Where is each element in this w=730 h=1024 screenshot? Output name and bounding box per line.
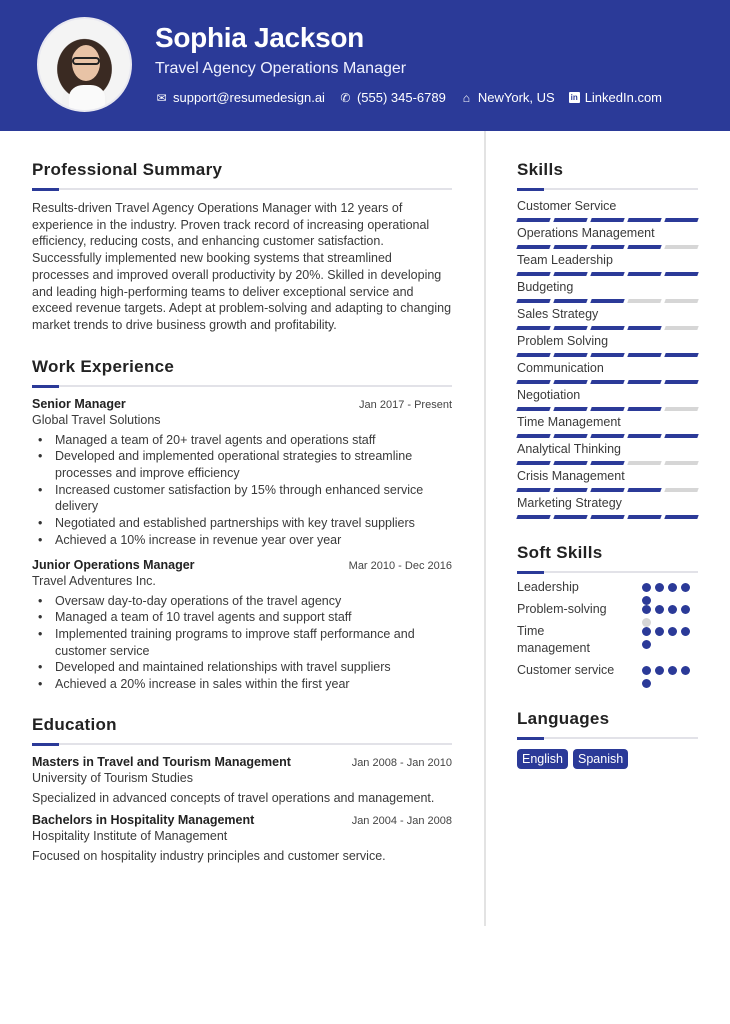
- school-name: Hospitality Institute of Management: [32, 828, 228, 843]
- level-segment: [516, 407, 550, 411]
- level-segment: [516, 515, 550, 519]
- skill-level-bar: [517, 434, 698, 438]
- level-segment: [553, 407, 587, 411]
- contact-location-text: NewYork, US: [477, 90, 555, 105]
- profile-photo: [37, 17, 132, 112]
- skill-item: [517, 414, 698, 438]
- rating-dot: [642, 627, 651, 636]
- level-segment: [590, 326, 624, 330]
- level-segment: [627, 245, 661, 249]
- job-dates: Mar 2010 - Dec 2016: [348, 559, 452, 572]
- education-description: Focused on hospitality industry principles and customer service.: [32, 848, 386, 863]
- skill-name: Customer Service: [517, 199, 617, 213]
- skill-name: Marketing Strategy: [517, 496, 622, 510]
- level-segment: [590, 461, 624, 465]
- summary-text: Results-driven Travel Agency Operations Manager with 12 years of experience in the industry. Proven track record of increasing operational efficiency, reducing costs, and enhancing customer satisfaction. Successfully implemented new booking systems that streamlined processes and improved overall productivity by 20%. Skilled in developing and leading high-performing teams to deliver exceptional service and exceed revenue targets. Adept at problem-solving and adapting to changing market trends to drive business growth and profitability.: [32, 201, 452, 332]
- rating-dot: [668, 627, 677, 636]
- level-segment: [553, 245, 587, 249]
- contact-list: [155, 90, 662, 105]
- level-segment: [516, 380, 550, 384]
- rating-dot: [642, 679, 651, 688]
- level-segment: [627, 326, 661, 330]
- skill-level-bar: [517, 218, 698, 222]
- rating-dot: [681, 627, 690, 636]
- level-segment: [664, 218, 698, 222]
- rating-dot: [642, 666, 651, 675]
- level-segment: [627, 407, 661, 411]
- skill-item: [517, 252, 698, 276]
- job-bullets: [32, 432, 452, 549]
- company-name: Global Travel Solutions: [32, 412, 161, 427]
- rating-dot: [642, 640, 651, 649]
- level-segment: [664, 407, 698, 411]
- job-entry: [32, 558, 452, 693]
- language-list: [517, 749, 698, 769]
- soft-skill-item: [517, 601, 698, 618]
- level-segment: [516, 272, 550, 276]
- level-segment: [553, 515, 587, 519]
- contact-linkedin[interactable]: [569, 90, 662, 105]
- level-segment: [516, 434, 550, 438]
- degree-title: Bachelors in Hospitality Management: [32, 812, 255, 827]
- skill-item: [517, 360, 698, 384]
- rating-dot: [642, 605, 651, 614]
- skill-level-bar: [517, 488, 698, 492]
- section-rule: [517, 571, 698, 573]
- soft-skill-rating: [642, 623, 698, 640]
- soft-skill-item: [517, 623, 698, 657]
- level-segment: [516, 245, 550, 249]
- level-segment: [627, 515, 661, 519]
- level-segment: [627, 353, 661, 357]
- section-rule: [32, 385, 452, 387]
- soft-skill-name: Problem-solving: [517, 602, 607, 616]
- skill-name: Time Management: [517, 415, 621, 429]
- level-segment: [664, 272, 698, 276]
- photo-glasses: [72, 57, 100, 65]
- side-column: [517, 160, 698, 769]
- soft-skill-name: Customer service: [517, 663, 615, 677]
- level-segment: [553, 353, 587, 357]
- level-segment: [590, 299, 624, 303]
- language-tag: Spanish: [573, 749, 628, 769]
- rating-dot: [655, 627, 664, 636]
- candidate-name: Sophia Jackson: [155, 22, 364, 53]
- job-dates: Jan 2017 - Present: [359, 398, 452, 411]
- level-segment: [516, 218, 550, 222]
- contact-email[interactable]: [155, 90, 325, 105]
- skill-item: [517, 387, 698, 411]
- level-segment: [627, 218, 661, 222]
- level-segment: [664, 245, 698, 249]
- job-bullets: [32, 593, 452, 693]
- rating-dot: [642, 583, 651, 592]
- skill-name: Problem Solving: [517, 334, 609, 348]
- contact-phone-text: (555) 345-6789: [356, 90, 446, 105]
- soft-skill-name: Leadership: [517, 580, 579, 594]
- level-segment: [664, 434, 698, 438]
- level-segment: [553, 380, 587, 384]
- bullet-item: • Managed a team of 10 travel agents and support staff: [32, 609, 452, 626]
- skills-section: [517, 160, 698, 519]
- level-segment: [590, 380, 624, 384]
- soft-skill-name: Time management: [517, 624, 590, 655]
- contact-location: [460, 90, 555, 105]
- level-segment: [590, 272, 624, 276]
- skill-name: Budgeting: [517, 280, 574, 294]
- skill-level-bar: [517, 299, 698, 303]
- envelope-icon: ✉: [156, 90, 167, 105]
- skill-name: Sales Strategy: [517, 307, 599, 321]
- level-segment: [590, 245, 624, 249]
- level-segment: [553, 488, 587, 492]
- skill-item: [517, 333, 698, 357]
- level-segment: [590, 353, 624, 357]
- soft-skill-item: [517, 579, 698, 596]
- level-segment: [553, 272, 587, 276]
- section-rule: [32, 743, 452, 745]
- education-entry: [32, 813, 452, 863]
- rating-dot: [668, 666, 677, 675]
- section-title: Work Experience: [32, 356, 175, 376]
- level-segment: [627, 299, 661, 303]
- summary-section: [32, 160, 452, 334]
- soft-skills-section: [517, 543, 698, 679]
- level-segment: [664, 515, 698, 519]
- level-segment: [590, 218, 624, 222]
- level-segment: [664, 461, 698, 465]
- section-title: Professional Summary: [32, 160, 223, 179]
- job-title: Senior Manager: [32, 396, 126, 411]
- level-segment: [590, 515, 624, 519]
- contact-email-text: support@resumedesign.ai: [173, 90, 325, 105]
- soft-skills-list: [517, 579, 698, 679]
- skill-level-bar: [517, 407, 698, 411]
- level-segment: [627, 461, 661, 465]
- languages-section: [517, 709, 698, 769]
- language-tag: English: [517, 749, 568, 769]
- level-segment: [516, 461, 550, 465]
- skill-name: Analytical Thinking: [517, 442, 621, 456]
- rating-dot: [681, 666, 690, 675]
- skill-item: [517, 441, 698, 465]
- rating-dot: [668, 583, 677, 592]
- level-segment: [664, 488, 698, 492]
- bullet-item: • Implemented training programs to improve staff performance and customer service: [32, 626, 452, 659]
- contact-linkedin-text: LinkedIn.com: [584, 90, 663, 105]
- skill-item: [517, 225, 698, 249]
- contact-phone[interactable]: [339, 90, 446, 105]
- skill-level-bar: [517, 515, 698, 519]
- level-segment: [664, 353, 698, 357]
- company-name: Travel Adventures Inc.: [32, 573, 156, 588]
- bullet-item: • Managed a team of 20+ travel agents and operations staff: [32, 432, 452, 449]
- education-dates: Jan 2004 - Jan 2008: [351, 814, 452, 827]
- phone-icon: ✆: [340, 90, 351, 105]
- level-segment: [627, 380, 661, 384]
- school-name: University of Tourism Studies: [32, 770, 193, 785]
- level-segment: [516, 353, 550, 357]
- level-segment: [553, 461, 587, 465]
- education-section: [32, 715, 452, 863]
- soft-skill-rating: [642, 601, 698, 618]
- rating-dot: [681, 605, 690, 614]
- level-segment: [627, 434, 661, 438]
- linkedin-icon: in: [570, 93, 578, 102]
- rating-dot: [668, 605, 677, 614]
- skill-name: Negotiation: [517, 388, 581, 402]
- rating-dot: [655, 583, 664, 592]
- skill-level-bar: [517, 380, 698, 384]
- level-segment: [516, 488, 550, 492]
- main-column: [32, 160, 452, 863]
- job-title: Junior Operations Manager: [32, 557, 195, 572]
- candidate-title: Travel Agency Operations Manager: [155, 60, 407, 77]
- education-entry: [32, 755, 452, 805]
- skill-level-bar: [517, 245, 698, 249]
- rating-dot: [655, 605, 664, 614]
- bullet-item: • Increased customer satisfaction by 15% through enhanced service delivery: [32, 482, 452, 515]
- skill-item: [517, 279, 698, 303]
- section-title: Skills: [517, 160, 564, 179]
- photo-shirt: [69, 85, 105, 112]
- education-description: Specialized in advanced concepts of travel operations and management.: [32, 790, 435, 805]
- level-segment: [627, 488, 661, 492]
- skill-item: [517, 495, 698, 519]
- skill-name: Crisis Management: [517, 469, 625, 483]
- bullet-item: • Achieved a 10% increase in revenue year over year: [32, 532, 452, 549]
- skill-item: [517, 306, 698, 330]
- skill-level-bar: [517, 272, 698, 276]
- column-divider: [484, 131, 486, 926]
- skills-list: [517, 198, 698, 519]
- skill-item: [517, 468, 698, 492]
- rating-dot: [681, 583, 690, 592]
- skill-level-bar: [517, 461, 698, 465]
- section-rule: [517, 737, 698, 739]
- level-segment: [553, 326, 587, 330]
- level-segment: [664, 299, 698, 303]
- skill-level-bar: [517, 353, 698, 357]
- level-segment: [553, 299, 587, 303]
- education-dates: Jan 2008 - Jan 2010: [351, 756, 452, 769]
- section-rule: [517, 188, 698, 190]
- job-entry: [32, 397, 452, 549]
- bullet-item: • Negotiated and established partnerships with key travel suppliers: [32, 515, 452, 532]
- level-segment: [590, 488, 624, 492]
- level-segment: [553, 218, 587, 222]
- degree-title: Masters in Travel and Tourism Management: [32, 754, 291, 769]
- resume-header: [0, 0, 730, 131]
- section-title: Soft Skills: [517, 543, 603, 562]
- skill-name: Communication: [517, 361, 604, 375]
- level-segment: [516, 299, 550, 303]
- skill-name: Operations Management: [517, 226, 655, 240]
- level-segment: [664, 326, 698, 330]
- section-rule: [32, 188, 452, 190]
- section-title: Languages: [517, 709, 610, 728]
- level-segment: [627, 272, 661, 276]
- section-title: Education: [32, 714, 117, 734]
- rating-dot: [655, 666, 664, 675]
- skill-level-bar: [517, 326, 698, 330]
- home-icon: ⌂: [462, 90, 470, 105]
- bullet-item: • Developed and implemented operational strategies to streamline processes and improve efficiency: [32, 448, 452, 481]
- level-segment: [664, 380, 698, 384]
- bullet-item: • Developed and maintained relationships with travel suppliers: [32, 659, 452, 676]
- soft-skill-item: [517, 662, 698, 679]
- level-segment: [590, 407, 624, 411]
- level-segment: [590, 434, 624, 438]
- skill-name: Team Leadership: [517, 253, 613, 267]
- level-segment: [553, 434, 587, 438]
- bullet-item: • Achieved a 20% increase in sales within the first year: [32, 676, 452, 693]
- soft-skill-rating: [642, 579, 698, 596]
- experience-section: [32, 357, 452, 693]
- bullet-item: • Oversaw day-to-day operations of the travel agency: [32, 593, 452, 610]
- level-segment: [516, 326, 550, 330]
- skill-item: [517, 198, 698, 222]
- soft-skill-rating: [642, 662, 698, 679]
